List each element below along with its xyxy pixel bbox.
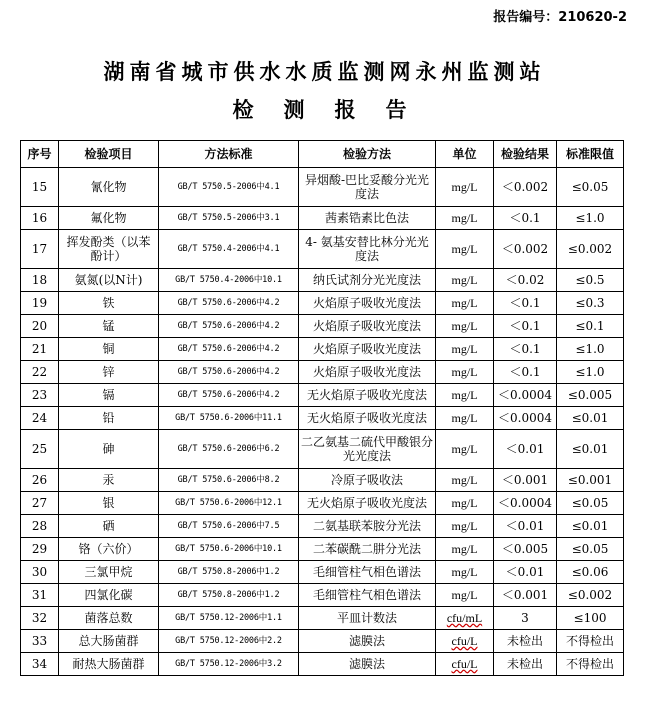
cell-item: 锰	[59, 315, 159, 338]
cell-result: ＜0.001	[494, 469, 557, 492]
cell-unit: mg/L	[436, 430, 494, 469]
cell-method: 无火焰原子吸收光度法	[299, 407, 436, 430]
cell-standard: GB/T 5750.12-2006中1.1	[159, 607, 299, 630]
table-row	[21, 269, 624, 292]
cell-standard: GB/T 5750.12-2006中3.2	[159, 653, 299, 676]
cell-limit: 不得检出	[557, 630, 624, 653]
cell-no: 33	[21, 630, 59, 653]
cell-no: 25	[21, 430, 59, 469]
cell-unit: mg/L	[436, 469, 494, 492]
table-row	[21, 207, 624, 230]
cell-unit: mg/L	[436, 361, 494, 384]
cell-limit: ≤0.06	[557, 561, 624, 584]
cell-limit: ≤0.001	[557, 469, 624, 492]
cell-limit: ≤0.005	[557, 384, 624, 407]
cell-item: 四氯化碳	[59, 584, 159, 607]
table-row	[21, 430, 624, 469]
cell-result: ＜0.01	[494, 561, 557, 584]
cell-method: 毛细管柱气相色谱法	[299, 561, 436, 584]
cell-unit: mg/L	[436, 515, 494, 538]
cell-method: 火焰原子吸收光度法	[299, 292, 436, 315]
cell-limit: ≤0.05	[557, 492, 624, 515]
cell-standard: GB/T 5750.12-2006中2.2	[159, 630, 299, 653]
cell-no: 22	[21, 361, 59, 384]
cell-method: 火焰原子吸收光度法	[299, 361, 436, 384]
cell-unit	[436, 607, 494, 630]
cell-unit	[436, 630, 494, 653]
cell-unit: mg/L	[436, 338, 494, 361]
cell-limit: ≤0.1	[557, 315, 624, 338]
cell-no: 30	[21, 561, 59, 584]
table-header-row	[21, 141, 624, 168]
cell-method: 二苯碳酰二肼分光法	[299, 538, 436, 561]
report-number: 报告编号：210620-2	[493, 10, 627, 25]
unit-text: cfu/mL	[446, 611, 483, 625]
cell-result: ＜0.1	[494, 207, 557, 230]
cell-item: 银	[59, 492, 159, 515]
table-row	[21, 492, 624, 515]
cell-item: 砷	[59, 430, 159, 469]
table-row	[21, 361, 624, 384]
cell-item: 挥发酚类（以苯酚计）	[59, 230, 159, 269]
cell-standard: GB/T 5750.6-2006中4.2	[159, 361, 299, 384]
col-header-item: 检验项目	[59, 141, 159, 168]
table-row	[21, 515, 624, 538]
cell-result: ＜0.0004	[494, 384, 557, 407]
cell-limit: ≤1.0	[557, 207, 624, 230]
report-subtitle: 检测报告	[232, 98, 437, 122]
cell-unit: mg/L	[436, 538, 494, 561]
cell-limit: ≤0.01	[557, 407, 624, 430]
cell-unit: mg/L	[436, 492, 494, 515]
col-header-method: 检验方法	[299, 141, 436, 168]
cell-limit: ≤0.05	[557, 168, 624, 207]
cell-standard: GB/T 5750.6-2006中6.2	[159, 430, 299, 469]
cell-unit: mg/L	[436, 168, 494, 207]
cell-no: 15	[21, 168, 59, 207]
cell-item: 镉	[59, 384, 159, 407]
cell-no: 29	[21, 538, 59, 561]
cell-method: 无火焰原子吸收光度法	[299, 492, 436, 515]
table-row	[21, 584, 624, 607]
cell-result: ＜0.1	[494, 315, 557, 338]
cell-method: 无火焰原子吸收光度法	[299, 384, 436, 407]
cell-method: 火焰原子吸收光度法	[299, 338, 436, 361]
col-header-result: 检验结果	[494, 141, 557, 168]
cell-result: ＜0.02	[494, 269, 557, 292]
cell-standard: GB/T 5750.6-2006中11.1	[159, 407, 299, 430]
cell-standard: GB/T 5750.4-2006中4.1	[159, 230, 299, 269]
cell-limit: ≤0.5	[557, 269, 624, 292]
cell-method: 纳氏试剂分光光度法	[299, 269, 436, 292]
cell-result: ＜0.002	[494, 168, 557, 207]
cell-standard: GB/T 5750.5-2006中4.1	[159, 168, 299, 207]
unit-text: cfu/L	[451, 634, 478, 648]
cell-limit: ≤1.0	[557, 361, 624, 384]
cell-result: ＜0.01	[494, 430, 557, 469]
table-row	[21, 230, 624, 269]
cell-unit: mg/L	[436, 561, 494, 584]
cell-standard: GB/T 5750.4-2006中10.1	[159, 269, 299, 292]
table-row	[21, 407, 624, 430]
table-row	[21, 315, 624, 338]
table-row	[21, 384, 624, 407]
cell-method: 毛细管柱气相色谱法	[299, 584, 436, 607]
cell-method: 冷原子吸收法	[299, 469, 436, 492]
cell-no: 16	[21, 207, 59, 230]
cell-standard: GB/T 5750.5-2006中3.1	[159, 207, 299, 230]
cell-no: 24	[21, 407, 59, 430]
cell-no: 28	[21, 515, 59, 538]
table-row	[21, 630, 624, 653]
cell-unit: mg/L	[436, 230, 494, 269]
cell-unit: mg/L	[436, 269, 494, 292]
table-row	[21, 292, 624, 315]
cell-item: 汞	[59, 469, 159, 492]
cell-unit: mg/L	[436, 207, 494, 230]
cell-limit: ≤0.01	[557, 430, 624, 469]
cell-result: ＜0.005	[494, 538, 557, 561]
cell-standard: GB/T 5750.6-2006中10.1	[159, 538, 299, 561]
cell-limit: ≤0.002	[557, 230, 624, 269]
cell-standard: GB/T 5750.6-2006中4.2	[159, 384, 299, 407]
cell-limit: ≤0.3	[557, 292, 624, 315]
cell-method: 二氨基联苯胺分光法	[299, 515, 436, 538]
cell-standard: GB/T 5750.6-2006中8.2	[159, 469, 299, 492]
cell-no: 20	[21, 315, 59, 338]
cell-item: 铬（六价）	[59, 538, 159, 561]
cell-item: 耐热大肠菌群	[59, 653, 159, 676]
cell-result: ＜0.0004	[494, 407, 557, 430]
cell-result: 未检出	[494, 653, 557, 676]
cell-item: 硒	[59, 515, 159, 538]
cell-limit: ≤100	[557, 607, 624, 630]
cell-method: 平皿计数法	[299, 607, 436, 630]
cell-unit: mg/L	[436, 407, 494, 430]
cell-method: 茜素锆素比色法	[299, 207, 436, 230]
table-row	[21, 538, 624, 561]
cell-standard: GB/T 5750.6-2006中7.5	[159, 515, 299, 538]
cell-result: ＜0.001	[494, 584, 557, 607]
cell-no: 32	[21, 607, 59, 630]
cell-unit: mg/L	[436, 384, 494, 407]
cell-item: 铁	[59, 292, 159, 315]
cell-standard: GB/T 5750.6-2006中4.2	[159, 292, 299, 315]
cell-no: 27	[21, 492, 59, 515]
cell-item: 氟化物	[59, 207, 159, 230]
cell-result: 3	[494, 607, 557, 630]
cell-limit: 不得检出	[557, 653, 624, 676]
cell-no: 26	[21, 469, 59, 492]
cell-method: 二乙氨基二硫代甲酸银分光光度法	[299, 430, 436, 469]
cell-limit: ≤0.05	[557, 538, 624, 561]
cell-method: 滤膜法	[299, 630, 436, 653]
table-row	[21, 338, 624, 361]
cell-result: 未检出	[494, 630, 557, 653]
cell-item: 铜	[59, 338, 159, 361]
cell-standard: GB/T 5750.6-2006中4.2	[159, 338, 299, 361]
table-row	[21, 653, 624, 676]
results-table	[20, 140, 624, 676]
col-header-unit: 单位	[436, 141, 494, 168]
cell-no: 17	[21, 230, 59, 269]
cell-result: ＜0.1	[494, 292, 557, 315]
table-row	[21, 607, 624, 630]
cell-method: 滤膜法	[299, 653, 436, 676]
cell-limit: ≤0.002	[557, 584, 624, 607]
cell-unit: mg/L	[436, 292, 494, 315]
unit-text: cfu/L	[451, 657, 478, 671]
cell-no: 21	[21, 338, 59, 361]
cell-item: 氨氮(以N计)	[59, 269, 159, 292]
cell-limit: ≤0.01	[557, 515, 624, 538]
cell-standard: GB/T 5750.8-2006中1.2	[159, 584, 299, 607]
cell-no: 34	[21, 653, 59, 676]
cell-no: 23	[21, 384, 59, 407]
col-header-no: 序号	[21, 141, 59, 168]
cell-item: 三氯甲烷	[59, 561, 159, 584]
cell-limit: ≤1.0	[557, 338, 624, 361]
cell-result: ＜0.1	[494, 338, 557, 361]
cell-item: 氰化物	[59, 168, 159, 207]
cell-unit: mg/L	[436, 315, 494, 338]
cell-method: 火焰原子吸收光度法	[299, 315, 436, 338]
cell-item: 菌落总数	[59, 607, 159, 630]
table-row	[21, 561, 624, 584]
report-title: 湖南省城市供水水质监测网永州监测站	[103, 60, 546, 84]
table-row	[21, 469, 624, 492]
col-header-standard: 方法标准	[159, 141, 299, 168]
cell-result: ＜0.1	[494, 361, 557, 384]
cell-item: 总大肠菌群	[59, 630, 159, 653]
cell-method: 4- 氨基安替比林分光光度法	[299, 230, 436, 269]
table-row	[21, 168, 624, 207]
cell-item: 锌	[59, 361, 159, 384]
cell-no: 18	[21, 269, 59, 292]
cell-result: ＜0.002	[494, 230, 557, 269]
cell-method: 异烟酸-巴比妥酸分光光度法	[299, 168, 436, 207]
cell-unit: mg/L	[436, 584, 494, 607]
cell-result: ＜0.0004	[494, 492, 557, 515]
cell-result: ＜0.01	[494, 515, 557, 538]
cell-unit	[436, 653, 494, 676]
cell-standard: GB/T 5750.6-2006中4.2	[159, 315, 299, 338]
cell-no: 31	[21, 584, 59, 607]
cell-standard: GB/T 5750.8-2006中1.2	[159, 561, 299, 584]
cell-standard: GB/T 5750.6-2006中12.1	[159, 492, 299, 515]
cell-item: 铅	[59, 407, 159, 430]
col-header-limit: 标准限值	[557, 141, 624, 168]
cell-no: 19	[21, 292, 59, 315]
